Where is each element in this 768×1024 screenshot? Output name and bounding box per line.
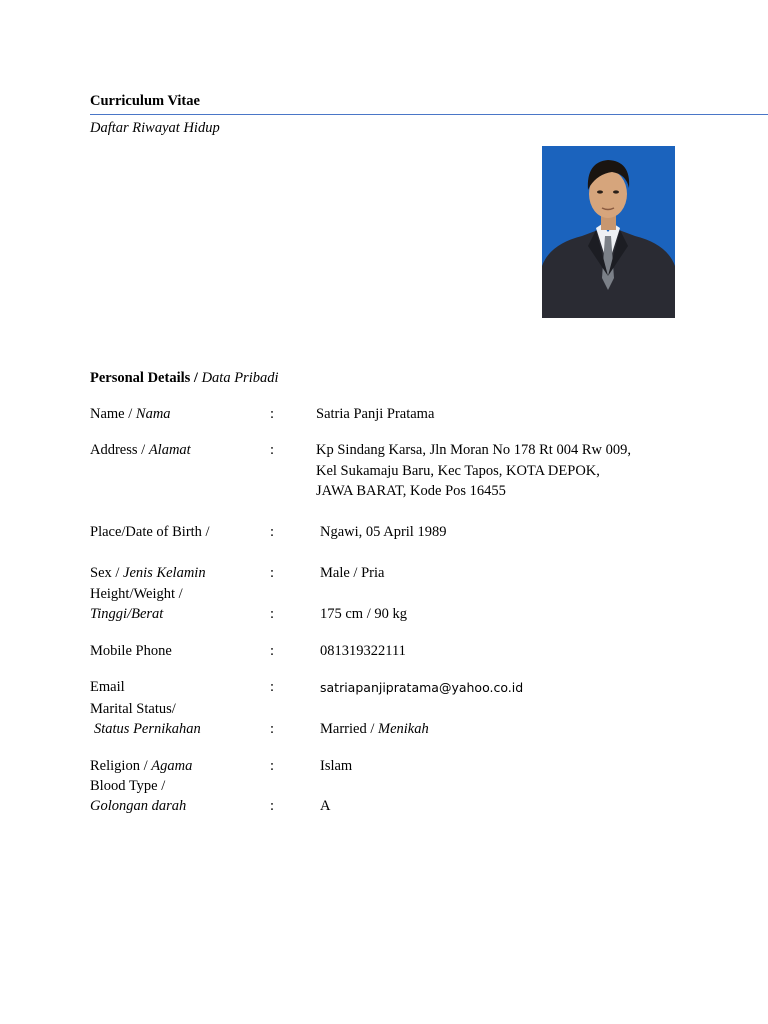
name-label (90, 406, 171, 423)
address-value (316, 440, 631, 502)
address-label (90, 442, 191, 459)
religion-value: Islam (320, 758, 353, 774)
name-colon: : (270, 406, 275, 422)
religion-label-id: Agama (151, 758, 193, 774)
address-line-2: Kel Sukamaju Baru, Kec Tapos, KOTA DEPOK, (316, 462, 600, 479)
religion-colon: : (270, 758, 275, 774)
address-label-id: Alamat (148, 442, 191, 458)
email-value[interactable]: satriapanjipratama@yahoo.co.id (320, 680, 524, 695)
height-colon: : (270, 606, 275, 622)
sex-colon: : (270, 565, 275, 581)
marital-value (320, 719, 429, 740)
page-subtitle: Daftar Riwayat Hidup (90, 120, 220, 136)
marital-value-en: Married / (320, 721, 378, 737)
name-value: Satria Panji Pratama (316, 406, 435, 422)
person-portrait-icon (542, 146, 675, 318)
address-colon: : (270, 442, 275, 458)
blood-label-en: Blood Type / (90, 778, 166, 794)
section-heading (90, 370, 279, 387)
name-label-en: Name / (90, 406, 136, 422)
title-divider (90, 114, 768, 115)
sex-label (90, 565, 206, 582)
section-title-id: Data Pribadi (201, 370, 279, 386)
blood-value: A (320, 798, 331, 814)
page-title: Curriculum Vitae (90, 93, 200, 109)
address-line-1: Kp Sindang Karsa, Jln Moran No 178 Rt 004 Rw 009, (316, 442, 631, 458)
marital-value-id: Menikah (377, 721, 429, 737)
marital-colon: : (270, 721, 275, 737)
blood-colon: : (270, 798, 275, 814)
religion-label-en: Religion / (90, 758, 152, 774)
marital-label-en: Marital Status/ (90, 701, 176, 717)
height-value: 175 cm / 90 kg (320, 606, 407, 622)
section-title-en: Personal Details / (90, 370, 198, 386)
name-label-id: Nama (135, 406, 171, 422)
marital-label-id: Status Pernikahan (94, 721, 201, 737)
birth-colon: : (270, 524, 275, 540)
religion-label (90, 758, 192, 775)
sex-label-en: Sex / (90, 565, 124, 581)
birth-label: Place/Date of Birth / (90, 524, 210, 540)
height-label-en: Height/Weight / (90, 586, 183, 602)
address-label-en: Address / (90, 442, 149, 458)
phone-colon: : (270, 643, 275, 659)
blood-label-id: Golongan darah (90, 798, 187, 814)
email-colon: : (270, 679, 275, 695)
email-label: Email (90, 679, 125, 695)
sex-label-id: Jenis Kelamin (123, 565, 206, 581)
birth-value: Ngawi, 05 April 1989 (320, 524, 447, 540)
phone-label: Mobile Phone (90, 643, 172, 659)
address-line-3: JAWA BARAT, Kode Pos 16455 (316, 483, 506, 499)
profile-photo (542, 146, 675, 318)
sex-value: Male / Pria (320, 565, 385, 581)
height-label-id: Tinggi/Berat (90, 606, 164, 622)
phone-value: 081319322111 (320, 643, 406, 659)
